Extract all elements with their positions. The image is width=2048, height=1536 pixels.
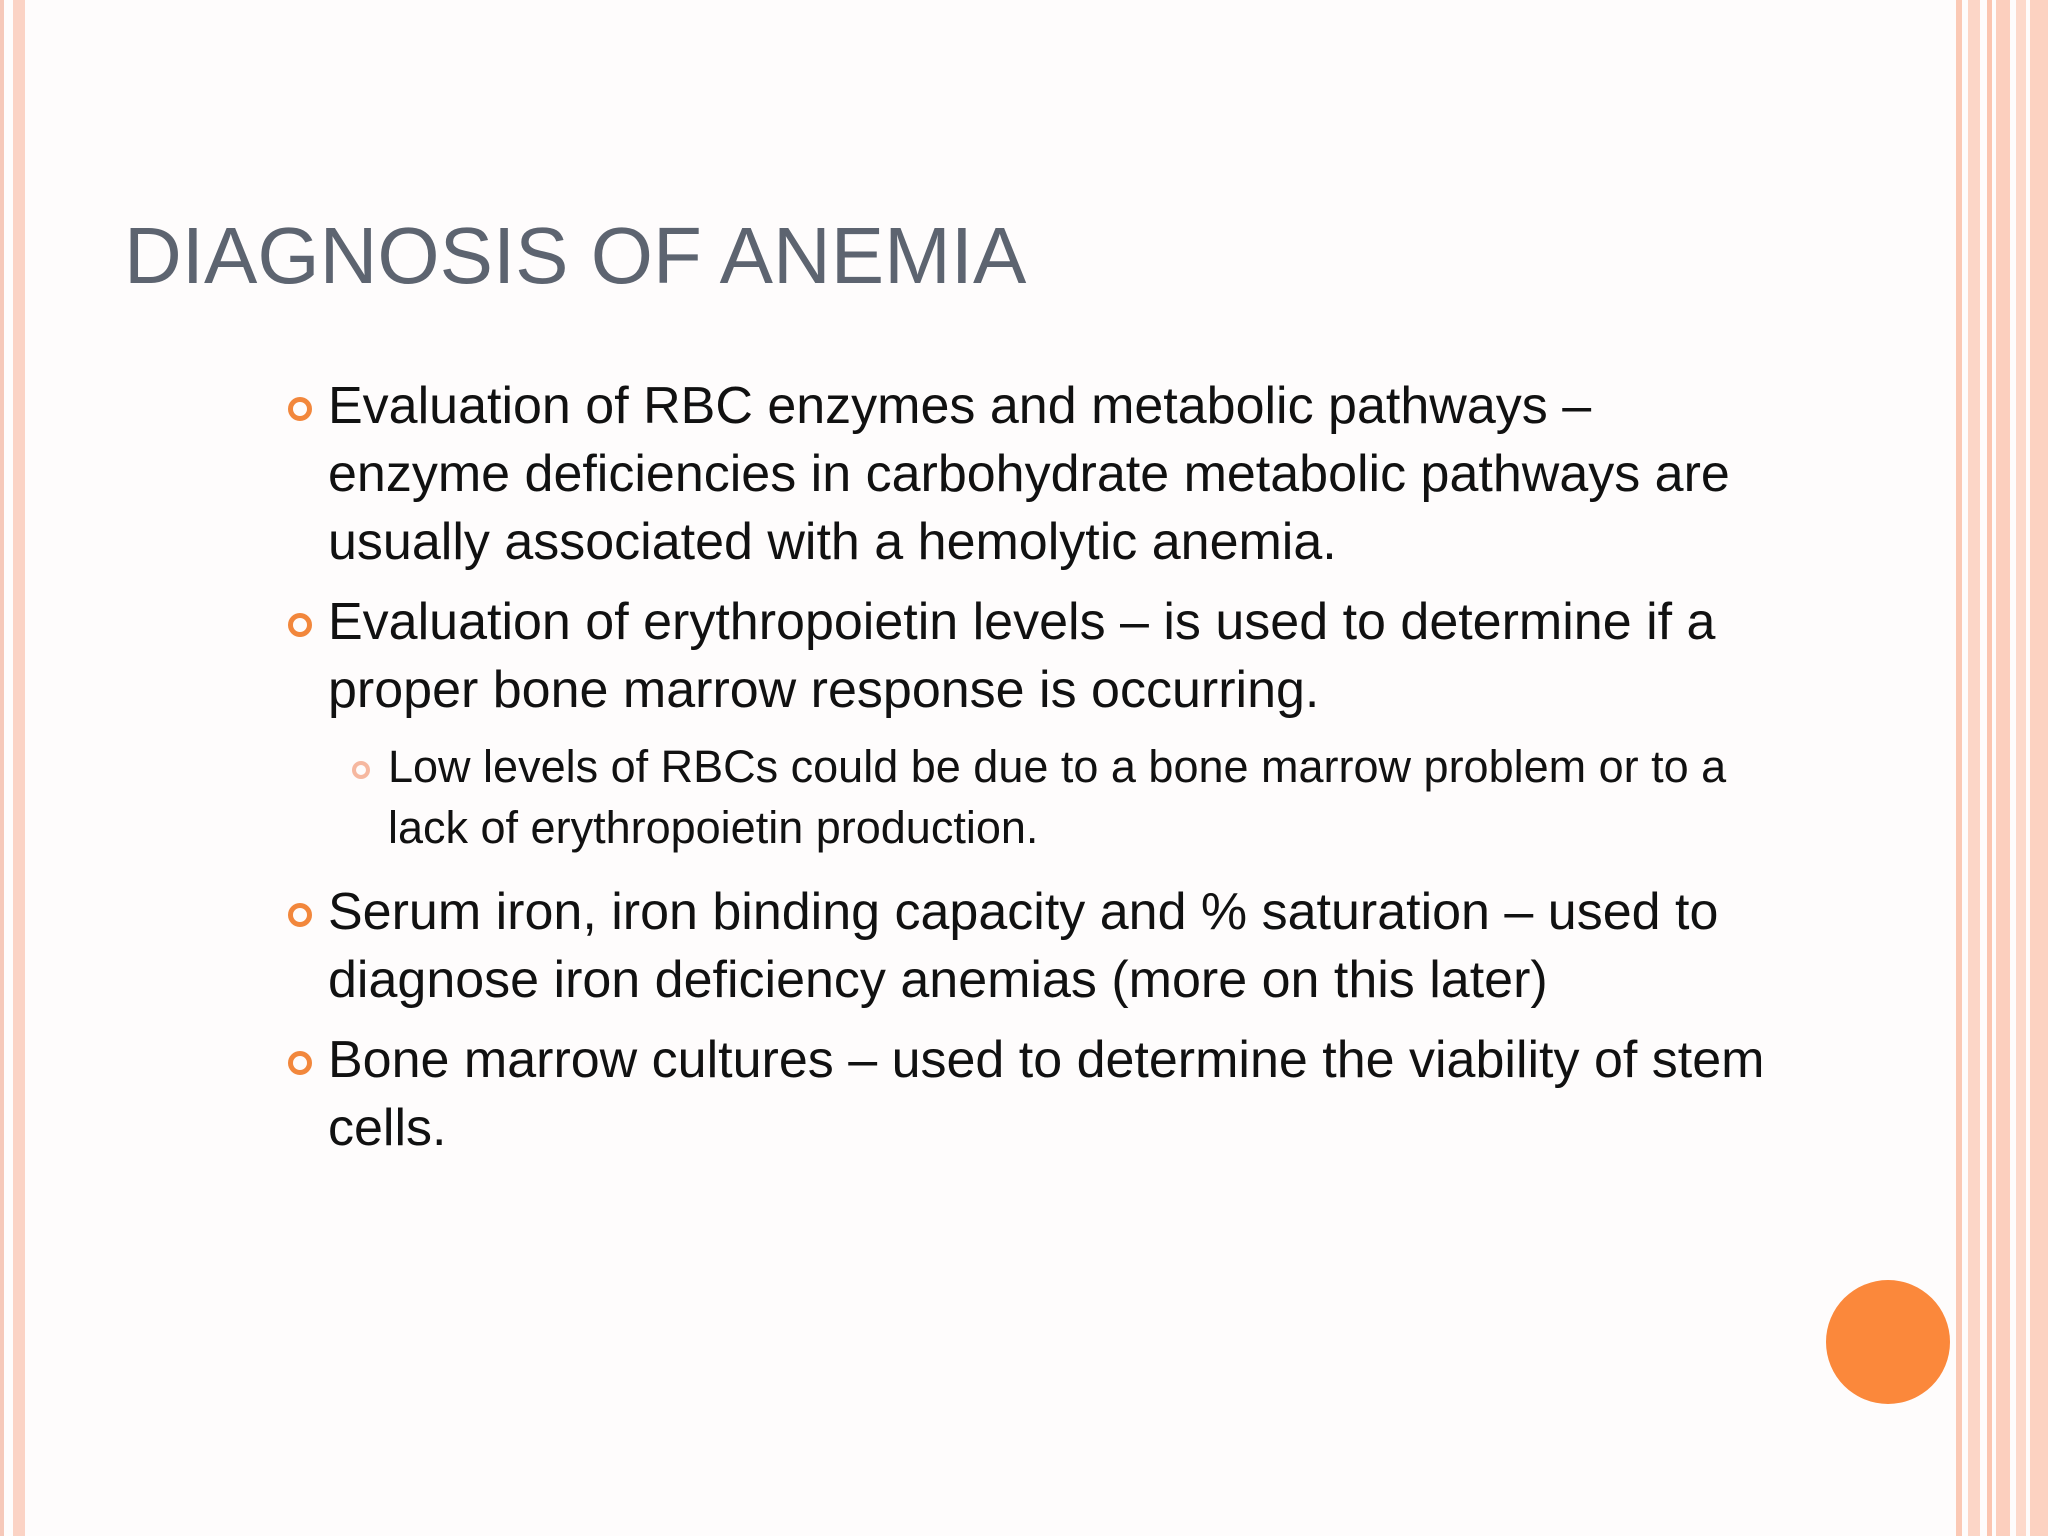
bullet-list <box>288 372 1768 1174</box>
bullet-circle-icon <box>288 397 312 421</box>
left-border-stripe <box>13 0 25 1536</box>
bullet-item-bone-marrow-cultures <box>288 1026 1768 1162</box>
bullet-text: Bone marrow cultures – used to determine the viability of stem cells. <box>328 1031 1765 1157</box>
bullet-item-serum-iron <box>288 878 1768 1014</box>
right-border-stripe <box>1987 0 1992 1536</box>
bullet-text: Serum iron, iron binding capacity and % saturation – used to diagnose iron deficiency anemias (more on this later) <box>328 883 1719 1009</box>
bullet-text: Evaluation of RBC enzymes and metabolic pathways – enzyme deficiencies in carbohydrate metabolic pathways are usually associated with a hemolytic anemia. <box>328 377 1730 571</box>
right-border-stripe <box>2030 0 2048 1536</box>
bullet-item-erythropoietin <box>288 588 1768 724</box>
bullet-text: Evaluation of erythropoietin levels – is used to determine if a proper bone marrow response is occurring. <box>328 593 1716 719</box>
sub-bullet-circle-icon <box>352 761 370 779</box>
right-border-stripe <box>2016 0 2026 1536</box>
sub-bullet-item-low-rbc <box>352 736 1768 858</box>
right-border-stripe <box>1968 0 1980 1536</box>
bullet-circle-icon <box>288 1051 312 1075</box>
slide-title: DIAGNOSIS OF ANEMIA <box>124 211 1027 300</box>
bullet-circle-icon <box>288 613 312 637</box>
sub-bullet-text: Low levels of RBCs could be due to a bone marrow problem or to a lack of erythropoietin production. <box>388 741 1727 853</box>
bullet-item-rbc-enzymes <box>288 372 1768 576</box>
right-border-stripe <box>1956 0 1962 1536</box>
left-border-stripe <box>0 0 4 1536</box>
right-border-stripe <box>1996 0 2010 1536</box>
accent-circle-icon <box>1826 1280 1950 1404</box>
bullet-circle-icon <box>288 903 312 927</box>
